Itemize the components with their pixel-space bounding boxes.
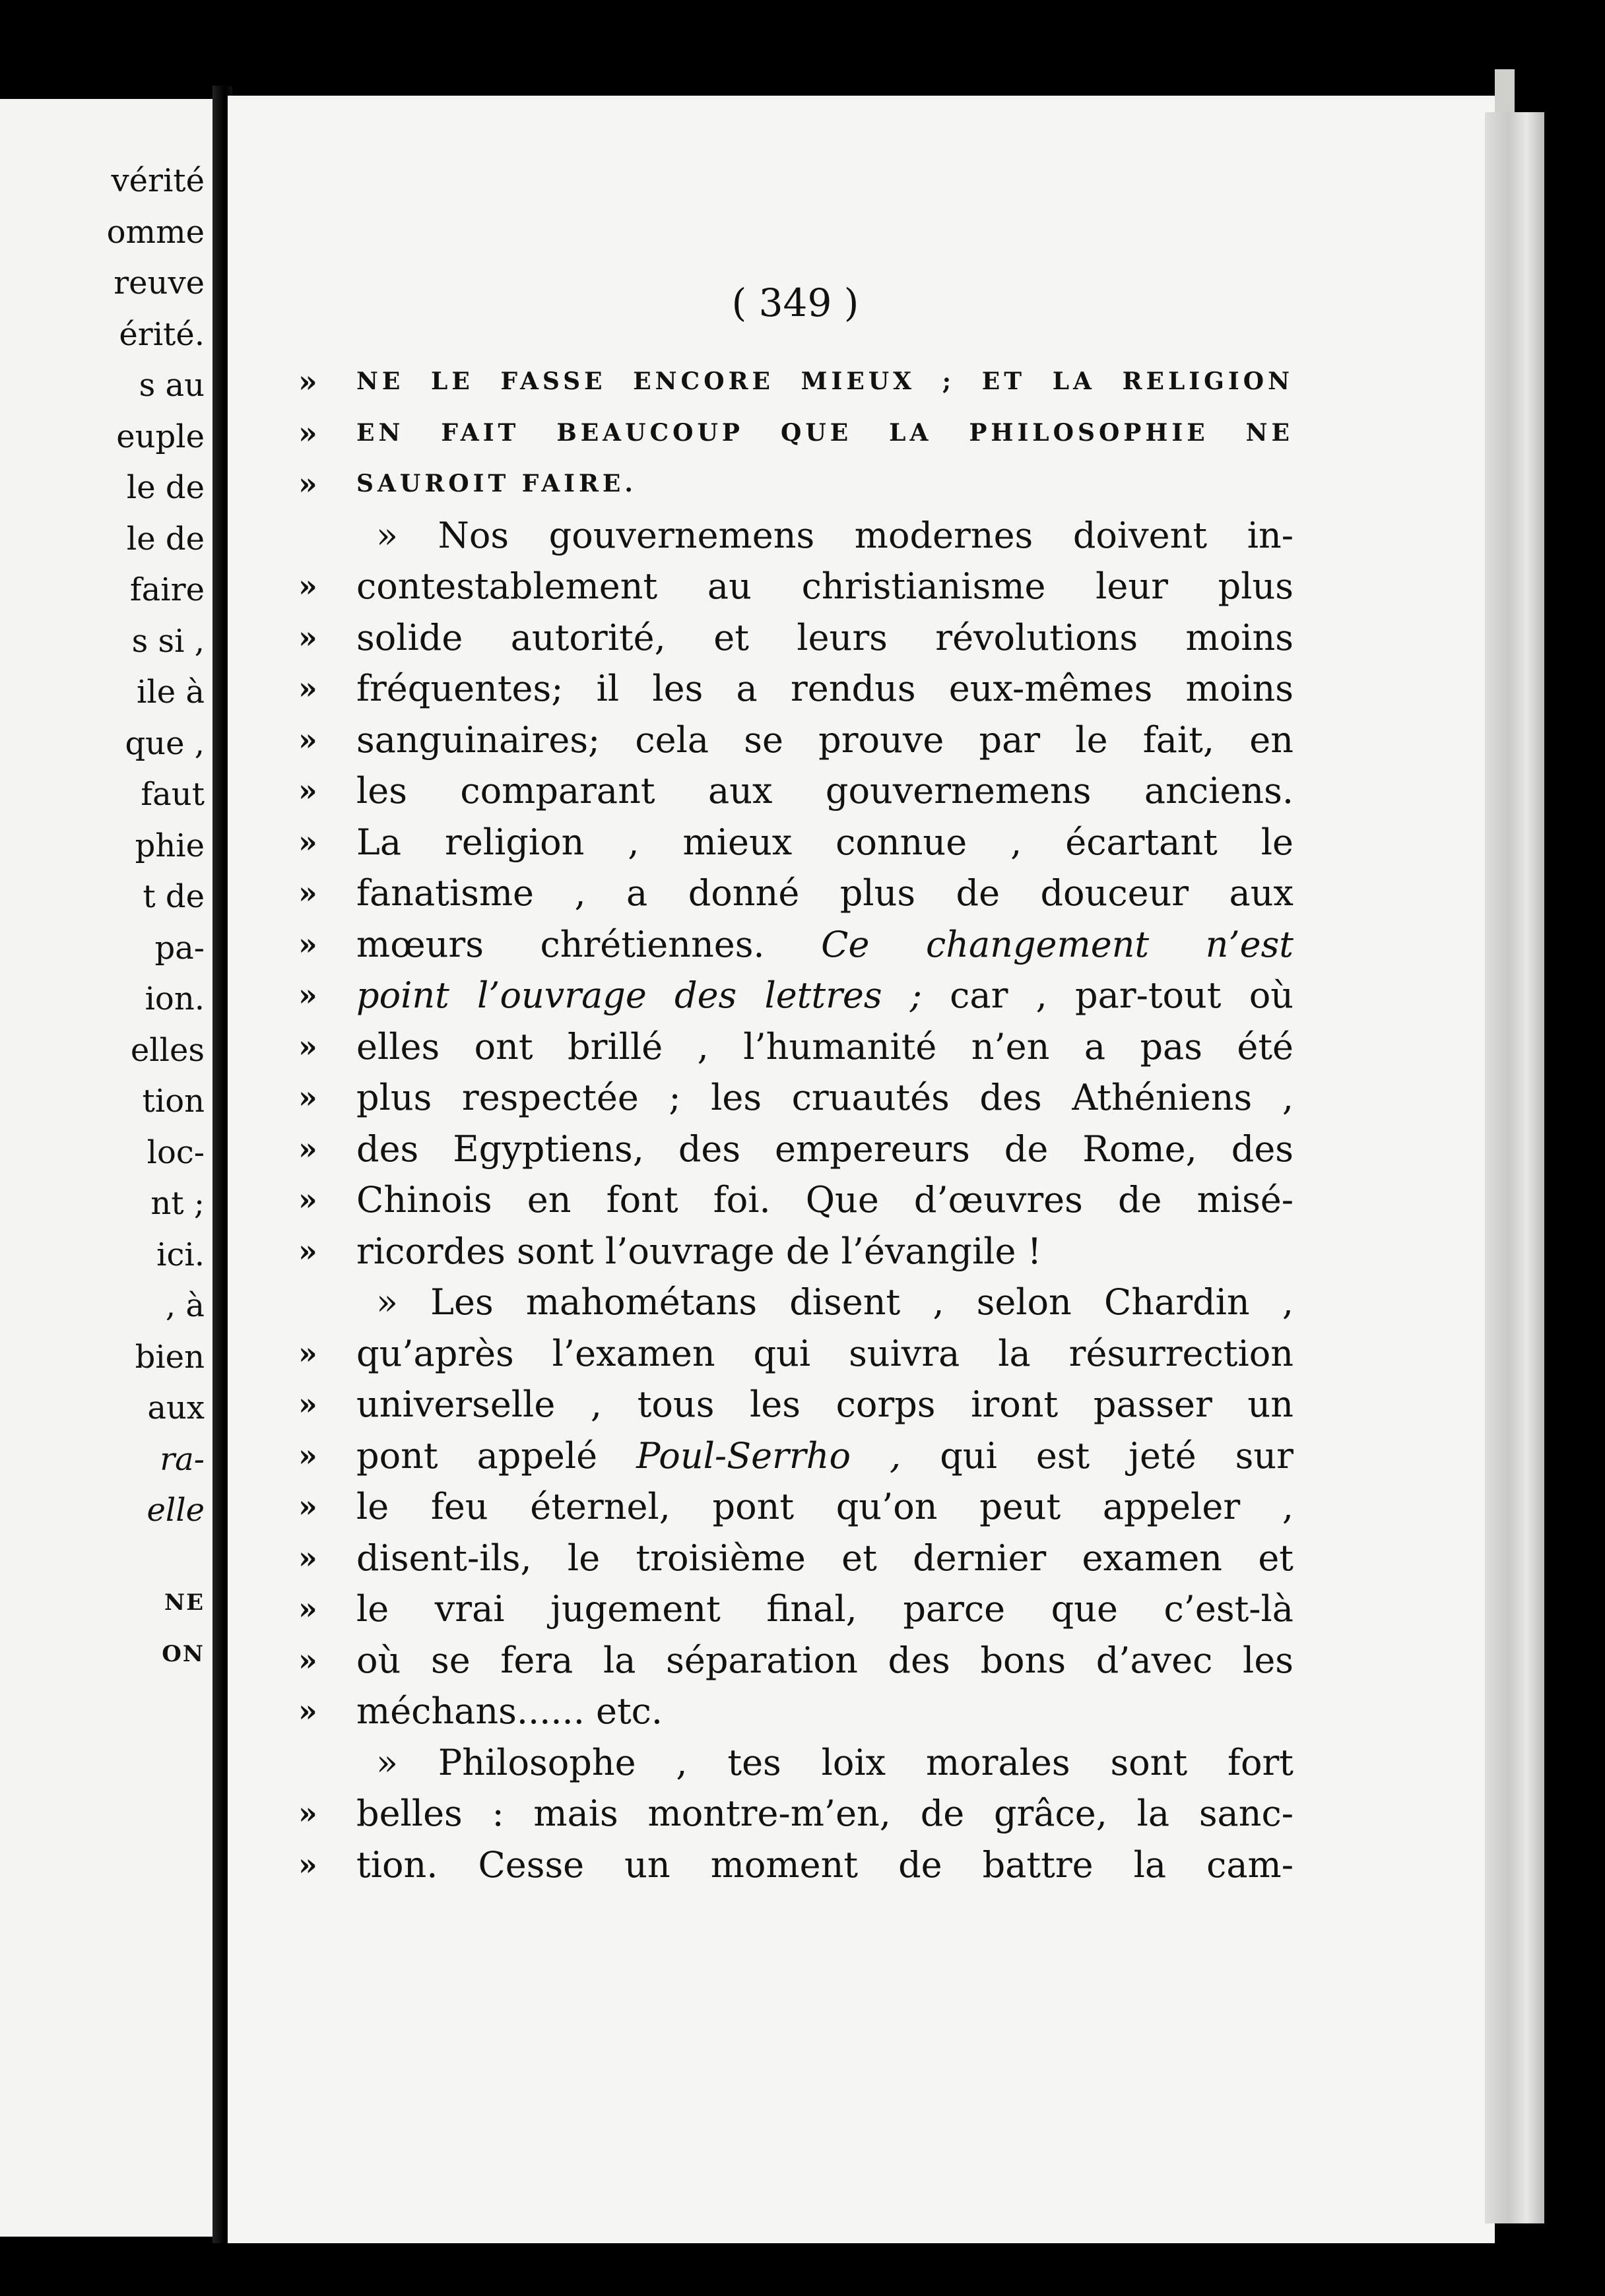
quote-mark: » <box>298 414 317 451</box>
line-text <box>356 919 1294 971</box>
roman-text: EN FAIT BEAUCOUP QUE LA PHILOSOPHIE NE <box>356 418 1294 447</box>
quote-mark: » <box>298 364 317 399</box>
roman-text: contestablement au christianisme leur plus <box>356 565 1294 607</box>
page-body-text <box>298 356 1294 1890</box>
left-page-fragment: bien <box>135 1338 205 1376</box>
left-page-fragment: NE <box>164 1589 205 1616</box>
line-text <box>356 1533 1294 1584</box>
quote-mark: » <box>298 773 317 808</box>
roman-text: La religion , mieux connue , écartant le <box>356 821 1294 863</box>
text-line <box>298 1686 1294 1737</box>
line-text <box>356 1072 1294 1124</box>
quote-mark: » <box>298 568 317 604</box>
roman-text: fanatisme , a donné plus de douceur aux <box>356 872 1294 914</box>
left-page-fragment: le de <box>126 469 205 506</box>
line-text <box>356 1226 1294 1277</box>
line-text <box>356 459 1294 510</box>
text-line <box>298 765 1294 817</box>
text-line <box>298 868 1294 919</box>
italic-text: Poul-Serrho , <box>636 1434 901 1477</box>
left-page-fragment: reuve <box>114 265 205 302</box>
left-page-fragment: faire <box>129 571 205 608</box>
roman-text: où se fera la séparation des bons d’avec les <box>356 1639 1294 1681</box>
left-page-fragment: tion <box>142 1083 205 1120</box>
line-text <box>356 1430 1294 1482</box>
roman-text: pont appelé <box>356 1434 598 1477</box>
quote-mark: » <box>298 1130 317 1166</box>
left-page-fragment: le de <box>126 520 205 558</box>
text-line <box>298 1635 1294 1686</box>
text-line <box>298 356 1294 408</box>
quote-mark: » <box>298 977 317 1013</box>
quote-mark: » <box>298 1232 317 1269</box>
left-page-fragment: elles <box>130 1031 205 1069</box>
quote-mark: » <box>298 823 317 860</box>
roman-text: solide autorité, et leurs révolutions moins <box>356 616 1294 658</box>
text-line <box>356 1737 1294 1789</box>
text-line <box>298 1430 1294 1482</box>
line-text <box>356 1174 1294 1226</box>
left-page-fragment: , à <box>165 1287 205 1324</box>
line-text <box>356 1635 1294 1686</box>
text-line <box>298 1583 1294 1635</box>
roman-text: plus respectée ; les cruautés des Athéniens , <box>356 1077 1294 1118</box>
quote-mark: » <box>298 619 317 655</box>
quote-mark: » <box>298 1488 317 1524</box>
line-text <box>356 868 1294 919</box>
line-text <box>356 817 1294 868</box>
quote-mark: » <box>298 1079 317 1115</box>
left-page-fragment: ici. <box>156 1236 205 1273</box>
stacked-page-edges <box>1485 112 1544 2223</box>
text-line <box>298 561 1294 612</box>
roman-text: SAUROIT FAIRE. <box>356 470 637 497</box>
text-line <box>298 612 1294 664</box>
left-page-fragment: loc- <box>147 1133 205 1171</box>
quote-mark: » <box>298 1335 317 1371</box>
text-line <box>298 459 1294 510</box>
text-line <box>298 1328 1294 1380</box>
left-page-fragment: elle <box>147 1492 205 1529</box>
text-line <box>298 1021 1294 1073</box>
roman-text: NE LE FASSE ENCORE MIEUX ; ET LA RELIGION <box>356 367 1294 395</box>
left-page-fragment: que , <box>125 724 205 762</box>
quote-mark: » <box>298 670 317 706</box>
text-line <box>298 1839 1294 1891</box>
quote-mark: » <box>298 926 317 962</box>
previous-page-fragment <box>0 99 213 2237</box>
roman-text: Chinois en font foi. Que d’œuvres de misé- <box>356 1179 1294 1221</box>
line-text <box>356 765 1294 817</box>
left-page-fragment: omme <box>106 213 205 251</box>
quote-mark: » <box>298 1386 317 1422</box>
text-line <box>298 663 1294 715</box>
text-line <box>298 1226 1294 1277</box>
italic-text: Ce changement n’est <box>821 923 1294 965</box>
roman-text: ricordes sont l’ouvrage de l’évangile ! <box>356 1230 1042 1272</box>
line-text <box>356 1737 1294 1789</box>
roman-text: sanguinaires; cela se prouve par le fait, en <box>356 718 1294 761</box>
line-text <box>356 663 1294 715</box>
roman-text: méchans...... etc. <box>356 1690 663 1732</box>
text-line <box>298 1072 1294 1124</box>
line-text <box>356 510 1294 561</box>
roman-text: le vrai jugement final, parce que c’est-là <box>356 1588 1294 1630</box>
line-text <box>356 1686 1294 1737</box>
left-page-fragment: ON <box>162 1640 205 1667</box>
line-text <box>356 1277 1294 1328</box>
roman-text: les comparant aux gouvernemens anciens. <box>356 770 1294 812</box>
text-line <box>356 510 1294 561</box>
roman-text: fréquentes; il les a rendus eux-mêmes moins <box>356 668 1294 709</box>
roman-text: » Philosophe , tes loix morales sont fort <box>376 1741 1294 1783</box>
roman-text: mœurs chrétiennes. <box>356 923 765 965</box>
text-line <box>298 408 1294 459</box>
roman-text: » Nos gouvernemens modernes doivent in- <box>376 514 1294 556</box>
text-line <box>298 1379 1294 1430</box>
roman-text: qu’après l’examen qui suivra la résurrection <box>356 1332 1294 1374</box>
line-text <box>356 356 1294 408</box>
text-line <box>298 1174 1294 1226</box>
left-page-fragment: s au <box>139 367 205 404</box>
roman-text: des Egyptiens, des empereurs de Rome, des <box>356 1128 1294 1170</box>
page-number: ( 349 ) <box>731 280 859 325</box>
quote-mark: » <box>298 721 317 757</box>
left-page-fragment: ile à <box>137 674 205 711</box>
quote-mark: » <box>298 875 317 910</box>
quote-mark: » <box>298 1795 317 1831</box>
roman-text: le feu éternel, pont qu’on peut appeler , <box>356 1486 1294 1527</box>
left-page-fragment: euple <box>116 418 205 455</box>
roman-text: universelle , tous les corps iront passer un <box>356 1384 1294 1425</box>
roman-text: tion. Cesse un moment de battre la cam- <box>356 1843 1294 1886</box>
roman-text: elles ont brillé , l’humanité n’en a pas été <box>356 1025 1294 1068</box>
text-line <box>356 1277 1294 1328</box>
line-text <box>356 1788 1294 1839</box>
left-page-fragment: aux <box>147 1389 205 1426</box>
quote-mark: » <box>298 1028 317 1064</box>
left-page-fragment: érité. <box>119 315 205 353</box>
line-text <box>356 1583 1294 1635</box>
line-text <box>356 612 1294 664</box>
roman-text: belles : mais montre-m’en, de grâce, la sanc- <box>356 1793 1294 1834</box>
line-text <box>356 1839 1294 1891</box>
quote-mark: » <box>298 1182 317 1217</box>
left-page-fragment: ion. <box>145 980 205 1017</box>
quote-mark: » <box>298 1846 317 1882</box>
line-text <box>356 970 1294 1021</box>
left-page-fragment: t de <box>143 878 205 915</box>
line-text <box>356 1481 1294 1533</box>
left-page-fragment: nt ; <box>150 1185 205 1222</box>
text-line <box>298 1533 1294 1584</box>
left-page-fragment: ra- <box>160 1440 205 1478</box>
roman-text: qui est jeté sur <box>940 1434 1294 1477</box>
line-text <box>356 1379 1294 1430</box>
quote-mark: » <box>298 1539 317 1576</box>
text-line <box>298 1481 1294 1533</box>
quote-mark: » <box>298 1693 317 1729</box>
quote-mark: » <box>298 1437 317 1473</box>
quote-mark: » <box>298 1591 317 1626</box>
line-text <box>356 1124 1294 1175</box>
roman-text: » Les mahométans disent , selon Chardin , <box>376 1281 1294 1323</box>
left-page-fragment: s si , <box>131 622 205 660</box>
quote-mark: » <box>298 466 317 501</box>
left-page-fragment: phie <box>135 827 205 864</box>
text-line <box>298 970 1294 1021</box>
text-line <box>298 817 1294 868</box>
text-line <box>298 1124 1294 1175</box>
line-text <box>356 1021 1294 1073</box>
roman-text: car , par-tout où <box>950 974 1294 1016</box>
italic-text: point l’ouvrage des lettres ; <box>356 974 922 1016</box>
line-text <box>356 408 1294 459</box>
quote-mark: » <box>298 1642 317 1678</box>
line-text <box>356 1328 1294 1380</box>
roman-text: disent-ils, le troisième et dernier examen et <box>356 1537 1294 1579</box>
line-text <box>356 561 1294 612</box>
left-page-fragment: faut <box>141 776 205 813</box>
left-page-fragment: vérité <box>111 162 205 199</box>
line-text <box>356 715 1294 766</box>
text-line <box>298 919 1294 971</box>
left-page-fragment: pa- <box>154 929 205 967</box>
text-line <box>298 1788 1294 1839</box>
text-line <box>298 715 1294 766</box>
